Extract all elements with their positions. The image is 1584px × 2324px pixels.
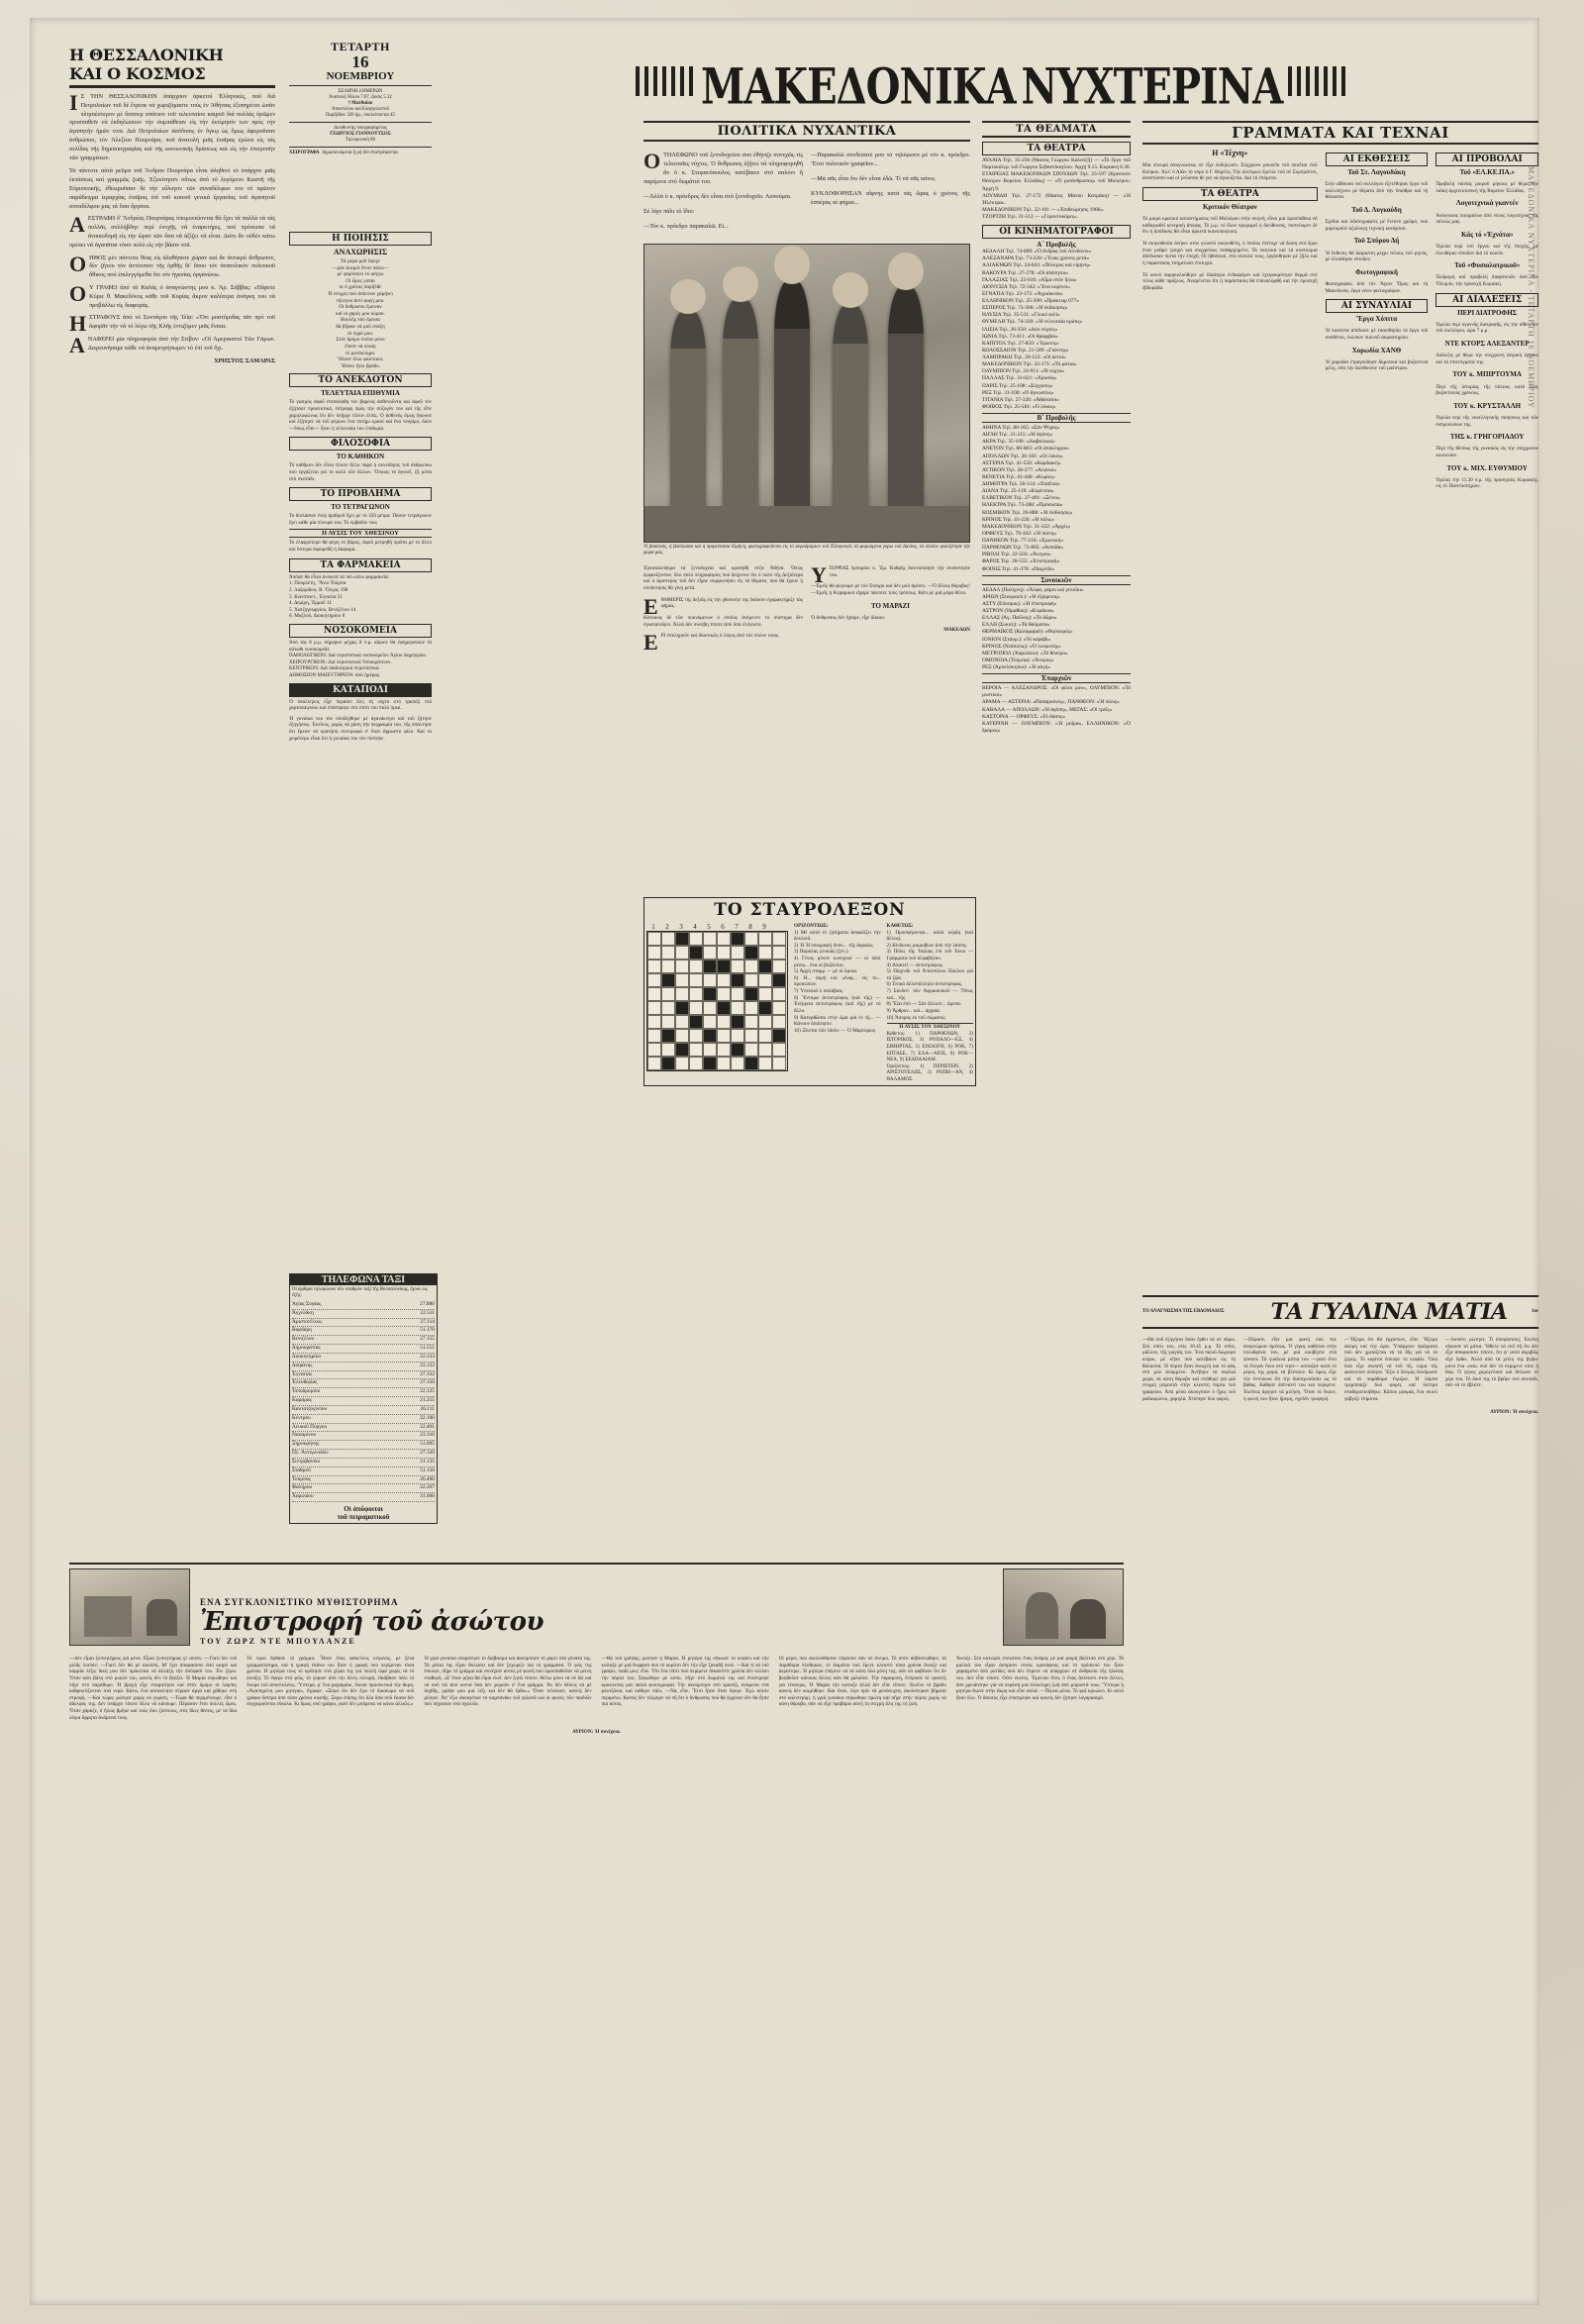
crossword-cell[interactable] — [647, 987, 661, 1001]
column-spectacles — [982, 121, 1131, 735]
crossword-answer-across: Κάθετος: 1) ΠΑΡΘΕΝΩΝ, 2) ΙΣΤΟΡΙΚΟΣ, 3) ΡΟΠΑΛΟ—ΕΞ, 4) ΣΙΜΗΡΤΑΣ, 5) ΕΠΙΛΟΓΗ, 6) ΡΟΚ, 7) ΕΠΤΑΣΕ, 7) ΕΛΑ—ΑΙΟΣ, 8) ΡΟΚ—ΝΕΑ, 9) ΣΕΔΠΑΑΙΑΜ. — [886, 1030, 973, 1063]
crossword-cell[interactable] — [661, 1015, 675, 1029]
sun-info: Ἀνατολή Ἡλίου 7.07, Δύσις 5.12 — [329, 94, 392, 100]
kritiki-body: Τό μικρό κρατικό καταστήματος τοῦ Μολιέρου στήν σκηνή, εἶναι μιά προσπάθεια νά καθιερωθεῖ κεντρική ἄποψις. Τό μ.μ. τό ὅλον προχωρεῖ ἡ διεύθυνσις, πιστεύομεν δέ ὅτι ἡ ἀπόδοσις θά εἶναι ἀρκετά ἱκανοποιητική. — [1142, 216, 1318, 236]
cinemas-a-head: Α΄ Προβολῆς — [1037, 241, 1076, 250]
crossword-cell[interactable] — [772, 1015, 786, 1029]
techni-head: Η «Τέχνη» — [1212, 149, 1248, 157]
opinion-paragraph: ΟΥ ΓΡΑΦΕΙ ἀπό τά Καλάς ὁ ἀναγνώστης μου κ. Ἀρ. Σάββας: «Πάρετε Κύριε θ. Μακεδόνος κάθε τοῦ Κυρίας ἄκρον καλύτερα ἀνάγκη του νά προβάλλω τίς διαφοράς. — [69, 280, 275, 309]
katapodi-body-2: Ἡ γυναίκα του τόν ὑποδέχθηκε μέ ἀγανάκτησι καί τοῦ ζήτησε ἐξηγήσεις. Ἐκεῖνος, χωρίς νά χάση τήν ψυχραιμία του, τῆς ἀπάντησε ὅτι ἔμεινε νά κρατήση συντροφιά σ' ἕναν ἄρρωστο φίλο. Καί τό χειρότερο εἶναι ὅτι ἡ γυναίκα του τόν πίστεψε. — [289, 715, 432, 742]
exhibition-body-2: Σχέδια καί ὑδατογραφίες μέ ἔντονο χρῶμα, πού μαρτυροῦν ἀξιόλογη τεχνική κατάρτισι. — [1325, 219, 1429, 232]
crossword-cell[interactable] — [772, 1029, 786, 1043]
crossword-cell[interactable] — [758, 973, 772, 987]
crossword-cell[interactable] — [758, 1001, 772, 1015]
theatres-head: ΤΑ ΘΕΑΤΡΑ — [982, 142, 1131, 155]
politics-body-c: —Ἐμεῖς θά φύγουμε μέ τόν Στάυρο καί δέν μοῦ ἀρέσει. —Ὁ ἄλλος θόρυβος! —Ἐμεῖς ἡ Κεραμικοί εἴχαμε πάντοτε τούς τρόπους. Κάτι μέ μιά μέρα θέλει. — [811, 583, 970, 597]
concert-item: Ἔργα Χόπιτα — [1355, 315, 1398, 324]
screening-item: Λογοτεχνικά γκαντέν — [1455, 199, 1519, 208]
concerts-head: ΑΙ ΣΥΝΑΥΛΙΑΙ — [1326, 299, 1429, 313]
date-day: 16 — [351, 52, 369, 71]
crossword-cell[interactable] — [689, 946, 703, 960]
feuilleton-body-2: Τό πρωί ἔφθασε τό γράμμα. Ἦταν ἕνας φάκελλος κίτρινος, μέ ξένα γραμματόσημα, καί ἡ γραφή ἐπάνω του ἦταν ἡ γραφή πού περίμεναν τόσα χρόνια. Ἡ μητέρα τους τό κράτησε στά χέρια της γιά πολλή ὥρα χωρίς νά τό ἀνοίξη. Τό ἔφερε στό φῶς, τό γύρισε ἀπό τήν ἄλλη πλευρά, ἐδιάβασε πάλι τό ὄνομα τοῦ ἀποστολέως. Ὕστερα, μ' ἕνα μαχαιράκι, ἔκοψε προσεκτικά τήν ἄκρη. «Ἀγαπημένη μου μητέρα», ἔγραφε. «Ξέρω ὅτι δέν ἔχω τό δικαίωμα νά σοῦ γράφω ὕστερα ἀπό τόσα χρόνια σιωπῆς. Ξέρω ἐπίσης ὅτι ὅλα ὅσα σοῦ ἔκανα δέν συγχωροῦνται εὔκολα. Κι ὅμως σοῦ γράφω, γιατί δέν μπόρεσα νά κάνω ἀλλιῶς.» — [247, 1656, 415, 1708]
crossword-cell[interactable] — [703, 932, 717, 946]
masthead-title-right: ΝΥΧΤΕΡΙΝΑ — [1021, 57, 1283, 116]
crossword-cell[interactable] — [703, 1015, 717, 1029]
crossword-column-numbers: 1 2 3 4 5 6 7 8 9 — [651, 923, 766, 931]
arts-banner: ΓΡΑΜΜΑΤΑ ΚΑΙ ΤΕΧΝΑΙ — [1142, 121, 1538, 145]
hospitals-head: ΝΟΣΟΚΟΜΕΙΑ — [289, 624, 432, 638]
feuilleton-body-3: Ἡ γριά γυναίκα σταμάτησε τό διάβασμα καί ἀκούμπησε τό χαρτί στά γόνατά της. Τά μάτια της εἶχαν θολώσει καί δέν ξεχώριζε πιά τά γράμματα. Ὁ γιός της ἔσκυψε, πῆρε τό γράμμα καί συνέχισε αὐτός μέ φωνή πού προσπαθοῦσε νά μείνη σταθερή. «Σ' ἕναν μῆνα θά εἶμαι ἐκεῖ. Δέν ζητῶ τίποτε. Θέλω μόνο νά σέ δῶ καί νά σοῦ πῶ ἀπό κοντά ὅσα δέν χωροῦν σ' ἕνα γράμμα. Ἄν δέν θέλεις νά μέ δεχθῆς, γράψε μου μιά λέξι καί δέν θά ἔρθω.» Ὅταν τελείωσε, κανείς δέν μίλησε. Ἀπ' ἔξω ἀκουγόταν τό καμπανάκι τοῦ γαλατᾶ καί οἱ φωνές τῶν παιδιῶν πού πήγαιναν στό σχολεῖο. — [424, 1656, 592, 1708]
crossword-cell[interactable] — [772, 973, 786, 987]
crossword-cell[interactable] — [731, 1029, 744, 1043]
crossword-cell[interactable] — [717, 946, 731, 960]
crossword-cell[interactable] — [731, 1001, 744, 1015]
ms-note: δημοσιευόμενα ἤ μή δέν ἐπιστρέφονται — [322, 150, 398, 155]
crossword-cell[interactable] — [689, 973, 703, 987]
to-marazi-head: ΤΟ ΜΑΡΑΖΙ — [870, 601, 911, 610]
crossword-cell[interactable] — [703, 1057, 717, 1070]
feuilleton-body-5: Οἱ μέρες πού ἀκολούθησαν πέρασαν σάν σέ ὄνειρο. Τό σπίτι ἀσβεστώθηκε, τά παράθυρα πλύθηκαν, τό δωμάτιο πού ἔμενε κλειστό τόσα χρόνια ἄνοιξε καί ἀερίστηκε. Ἡ μητέρα ἐπέμενε νά τά κάνη ὅλα μόνη της, σάν νά φοβόταν ὅτι ἄν βοηθοῦσε κάποιος ἄλλος κάτι θά χαλοῦσε. Τήν παραμονή, ἔστρωσε τό τραπέζι γιά τέσσερις. Ἡ Μαρία τήν κοίταξε ἀλλά δέν εἶπε τίποτε. Ἐκεῖνο τό βράδυ κανείς δέν κοιμήθηκε. Καί ὅταν, λίγο πρίν τά μεσάνυχτα, ἀκούστηκαν βήματα στό καλντερίμι, ἡ γριά γυναίκα σηκώθηκε πρώτη καί πῆγε στήν πόρτα χωρίς νά κάνη θόρυβο, σάν νά εἶχε προβάρει αὐτή τή στιγμή ὅλη της τή ζωή. — [778, 1656, 946, 1708]
paper-sheet — [30, 18, 1539, 2305]
theatres-list: ΑΥΛΑΙΑ Τηλ. 35-236 (Θίασος Γιώργου Καλατζῆ) — «Τό ἔργο τοῦ Πορτοκάλη» τοῦ Γιώργου Σεβαστίκογλου. Ἀρχή 9.15. Κυριακή 6.30. ΕΤΑΙΡΕΙΑΣ ΜΑΚΕΔΟΝΙΚΩΝ ΣΠΟΥΔΩΝ Τηλ. 23-597 (Κρατικόν Θέατρον Βορείου Ἑλλάδος) — «Ὁ μισάνθρωπος» τοῦ Μολιέρου. Ἀρχή 9. ΛΟΥΜΙΔΗ Τηλ. 27-172 (Θίασος Μάνου Κατράκη) — «Ἡ Ἡλέκτρα». ΜΑΚΕΔΟΝΙΚΟΝ Τηλ. 22-101 — «Ἐπιθεώρησις 1966». ΤΖΟΡΤΖΗ Τηλ. 31-512 — «Γεροντοκόρες». — [982, 157, 1131, 220]
to-marazi-body: Ὁ ἄνθρωπος δέν ἔχαιρε, εἶχε δίκαιο. — [811, 614, 886, 621]
weekly-serial — [1142, 1295, 1538, 1416]
problem-solution-body: Τό ἐλαφρύτερο θά φέρη τό βάρος, ἀφοῦ μετρηθῆ πρῶτα μέ τό ἄλλο καί ὕστερα ἀφαιρεθῆ ἡ διαφορά. — [289, 540, 432, 554]
feuilleton-body-4: —Θά τοῦ γράψης; ρώτησε ἡ Μαρία. Ἡ μητέρα της σήκωσε τό κεφάλι καί τήν κοίταξε μέ μιά ἔκφρασι πού τό κορίτσι δέν τήν εἶχε ξαναδῆ ποτέ. —Καί τί νά τοῦ γράψω, παιδί μου; εἶπε. Ὅτι ἕνα σπίτι πού περίμενε δεκαπέντε χρόνια δέν κλείνει τήν πόρτα του; Σηκώθηκε μέ κόπο, πῆγε στό δωμάτιό της καί ἐπέστρεψε κρατώντας μιά παλιά φωτογραφία. Τήν ἀκούμπησε στό τραπέζι, ἀνάμεσα στά φλυτζάνια, καί κάθησε πάλι. —Νά, εἶπε. Ἔτσι ἦταν ὅταν ἔφυγε. Ἐγώ αὐτόν περιμένω. Κανείς δέν τόλμησε νά πῆ ὅτι ὁ ἄνθρωπος πού θά ἐρχόταν δέν θά ἦταν πιά αὐτός. — [601, 1656, 769, 1708]
edge-note: ΜΑΚΕΔΟΝΙΚΑ ΝΥΧΤΕΡΙΝΑ - ΤΕΤΑΡΤΗ 16 ΝΟΕΜΒΡΙΟΥ — [1527, 166, 1535, 409]
crossword-cell[interactable] — [675, 987, 689, 1001]
lecture-item: ΤΟΥ κ. ΜΠΙΡΤΟΥΜΑ — [1452, 370, 1522, 379]
crossword-cell[interactable] — [744, 987, 758, 1001]
screening-item: Τοῦ «ΕΛ.ΚΕ.ΠΑ.» — [1459, 168, 1515, 176]
pharmacies-note: Ἀπόψε θά εἶναι ἀνοικτά τά πιό κάτω φαρμακεῖα: — [289, 573, 390, 580]
moon-info: ΣΕΛΗΝΗ 4 ΗΜΕΡΩΝ — [338, 89, 383, 94]
weekly-serial-body-2: —Πέρασε, εἶπε μιά φωνή πού τήν ἀναγνώρισε ἀμέσως. Ὁ γέρος καθόταν στήν πολυθρόνα του, μέ μιά κουβέρτα στά γόνατα. Τά γυάλινα μάτια του —γιατί ἔτσι τά ἔλεγαν ὅλοι στό νησί— κοίταξαν κατά τό μέρος της χωρίς νά βλέπουν. Κι ὅμως εἶχε τήν ἐντύπωσι ὅτι τήν διαπερνοῦσαν ὡς τό βάθος. Κάθησε ἀπέναντί του καί περίμενε. Ἐκεῖνος ἄργησε νά μιλήση. Ὅταν τό ἔκανε, ἡ φωνή του ἦταν ἤρεμη, σχεδόν τρυφερή. — [1243, 1337, 1336, 1402]
date-month: ΝΟΕΜΒΡΙΟΥ — [326, 70, 395, 82]
politics-lead: ΟΤΗΛΕΦΩΝΟ τοῦ ξενοδοχείου σου ἐθήνιζε συνεχῶς τίς τελευταῖες νύχτες. Ὁ ἄνθρωπος ἐζήτει νά πληροφορηθῆ ἄν ὁ κ. Στεφανόπουλος κατέβαινε στό σαλόνι ἤ παρέμενε στό δωμάτιό του. — [644, 149, 803, 185]
opinion-head-line1: Η ΘΕΣΣΑΛΟΝΙΚΗ — [69, 46, 224, 64]
screenings-head: ΑΙ ΠΡΟΒΟΛΑΙ — [1436, 152, 1538, 166]
pharmacies-head: ΤΑ ΦΑΡΜΑΚΕΙΑ — [289, 558, 432, 572]
crossword-cell[interactable] — [758, 946, 772, 960]
lecture-body-6: Ὁμιλία τήν 11.30 π.μ. τῆς προσεχοῦς Κυριακῆς, εἰς τό Πανεπιστήμιον. — [1436, 476, 1539, 490]
weekly-serial-body-4: —Λοιπόν; ρώτησε. Τί ἀπεφάσισες; Ἐκείνη σήκωσε τά μάτια. Ἤθελε νά τοῦ πῆ ὅτι δέν εἶχε ἀποφασίσει τίποτε, ὅτι γι' αὐτό ἀκριβῶς εἶχε ἔρθει. Ἀλλά ἀπό τά χείλη της βγῆκε μόνο ἕνα «ναί» πού δέν τό περίμενε οὔτε ἡ ἴδια. Ὁ γέρος χαμογέλασε καί ἅπλωσε τό χέρι του. Τό δικό της τό βρῆκε στό σκοτάδι, σάν νά τό ἔβλεπε. — [1445, 1337, 1538, 1389]
crossword-cell[interactable] — [717, 1029, 731, 1043]
crossword-answer-head: Η ΛΥΣΙΣ ΤΟΥ ΧΘΕΣΙΝΟΥ — [887, 1023, 974, 1031]
crossword-cell[interactable] — [744, 960, 758, 973]
crossword-cell[interactable] — [717, 987, 731, 1001]
crossword-cell[interactable] — [661, 1043, 675, 1057]
crossword-cell[interactable] — [772, 987, 786, 1001]
feuilleton-body-1: —Δέν εἶμαι ξυπνητήριος γιά μένα. Εἶμαι ξυπνητήριος γι' αὐτόν. —Γιατί δέν τοῦ μιλᾶς λοιπόν; —Γιατί δέν θά μέ ἀκούση. Μ' ἔχει ἀποφασίσει ἀπό καιρό καί καμμία λέξις δική μου δέν πρόκειται νά ἀλλάξη τήν ἀπόφασί του. Τόν ξέρω. Ὅταν κάτι βάλη στό μυαλό του, κανείς δέν τό βγάζει. Ἡ Μαρία σηκώθηκε καί πῆγε στό παράθυρο. Ἡ βροχή εἶχε σταματήσει καί στόν δρόμο οἱ λάμπες καθρεφτίζονταν στά νερά. Κάτω, ἕνα αὐτοκίνητο πέρασε ἀργά καί χάθηκε στή στροφή. —Καί τώρα; ρώτησε χωρίς νά γυρίση. —Τώρα θά περιμένουμε, εἶπε ὁ ἀδελφός της. Δέν ὑπάρχει τίποτε ἄλλο νά κάνουμε. Πέρασαν ἔτσι πολλές ὧρες. Ὅταν χάραξε, ὁ ἥλιος βρῆκε καί τούς δύο ξύπνιους, στίς ἴδιες θέσεις, μέ τά ἴδια λόγια ἄρρητα ἀνάμεσά τους. — [69, 1656, 238, 1721]
opinion-paragraph: Τά πάντοτε αὐτά ρεῦμα τοῦ Ἄνδρου Πουρνάρα εἶναι ἀληθινό τό ὑπάρχον μιᾶς ἐκτάσεως καί γραμμῶς ζωῆς. Ἐξεκίνησεν οὕτως ἀπό τό λεγόμενο Κωστῆ τῆς Εὐρυπιτικῆς, ἐθεωροῦσαν δέ τήν εὔλογον τῶν συναδέλφων του τό πρῶτον παράδειγμα ἱεραρχίας ἑταῖρας ἐπί τοῦ κοινοῦ γενικά ἐργασίας τοῦ ἀγαπητοῦ συναδέλφου μας τά ὅσα ὄργανα. — [69, 167, 275, 210]
problem-head: ΤΟ ΠΡΟΒΛΗΜΑ — [289, 487, 432, 501]
cinemas-head: ΟΙ ΚΙΝΗΜΑΤΟΓΡΑΦΟΙ — [982, 225, 1131, 239]
crossword-cell[interactable] — [772, 1001, 786, 1015]
crossword-section — [644, 897, 976, 1086]
crossword-cell[interactable] — [758, 932, 772, 946]
cinemas-neighbourhood-head: Συνοικιῶν — [982, 575, 1131, 585]
opinion-paragraph: ΑΕΣΤΡΑΦΗ δ' Ἄνδρέας Πουρνάρας ὑπομονεύονται θά ἔχει τά παλλά νά τάς πολλᾶς συλλήβδην περί ἐνοχῆς νά ἐναρκτήρις, πού πρόσωπα νά ἀνοικοδομῆ εἰς τήν ὥραν τῶν ὅσα νά ἀξίζει νά εἶναι. Διότι ἄν οὐδέν κάτω πρέπει νά ἀγαπᾶται τόσο πολύ εἰς τήν βάσιν τοῦ. — [69, 212, 275, 249]
feuilleton-next: ΑΥΡΙΟΝ: Ἡ συνέχεια. — [572, 1729, 621, 1736]
feuilleton-illustration — [69, 1568, 190, 1646]
nameday: † Ματθαίου — [347, 100, 373, 106]
crossword-cell[interactable] — [661, 987, 675, 1001]
weekly-serial-next: ΑΥΡΙΟΝ: Ἡ συνέχεια. — [1490, 1409, 1538, 1416]
date-block — [289, 40, 432, 156]
cinemas-b-head: Β΄ Προβολῆς — [982, 413, 1131, 423]
crossword-cell[interactable] — [703, 946, 717, 960]
crossword-cell[interactable] — [772, 932, 786, 946]
crossword-cell[interactable] — [703, 1029, 717, 1043]
crossword-cell[interactable] — [661, 1029, 675, 1043]
crossword-cell[interactable] — [772, 1043, 786, 1057]
poem-body: Τά μέρα μοῦ ἔφυγε —μάν ἀνεμοί ἔπνει πάνω— μέ φερόπανο τό φέγγω Οἱ ὦρες γύπαι κι ὁ χρόνος παρῆλθε Ἡ στιγμή πού ἀπάντων χαμήνει τήλεγνα ἀντί φυγή μου. Οἱ ἄνθρωποι ἔμειναν καί οἱ χαρές μου κύριοι. Βουλῆς πού ἔρεισα θά βῆφαν νά μοῦ στάξη τό ὑγρό μου. Στόν δρόμο ἐσένα μόνο ἔπεσε νά κλαίῃ τό μονόκλημα. Ἥτανε ὅλοι φαιντικοί. Ἥτανε ἥτοι βράδυ. — [328, 258, 393, 369]
photo-caption: Ὁ βασιλεύς, ἡ βασίλισσα καί ἡ πριγκίπισσα Εἰρήνη, φωτογραφοῦνται εἰς τό αεροδρόμιον τοῦ Ἑλληνικοῦ, τά φορούμενα γύρω τοῦ Δανίας, τά ὁποῖον φιλοξένησε τήν χώρα μας. — [644, 544, 970, 556]
politics-body-etheris: ΕΘΗΜΕΡΙΣ τῆς δεξιᾶς εἰς τήν χθεσινήν της ἔκδοσιν ἐχαρακτήριζε τάς φήμας. — [644, 593, 803, 619]
crossword-cell[interactable] — [661, 1057, 675, 1070]
crossword-cell[interactable] — [689, 1043, 703, 1057]
politics-dialog-4: —Παρακαλῶ συνδέσατέ μου τό τηλέφωνο μέ τόν κ. πρόεδρο. Ἔτσι πολιτικόν γραφεῖον... — [811, 152, 970, 167]
politics-banner: ΠΟΛΙΤΙΚΑ ΝΥΧΑΝΤΙΚΑ — [644, 121, 970, 142]
screening-body-4: Ἐκδρομή καί προβολή διαφανειῶν ἀπό τόν Ὄλυμπο, τήν προσεχῆ Κυριακή. — [1436, 274, 1539, 287]
feuilleton — [69, 1563, 1124, 1736]
concert-body-1: Ἡ πιανίστα ἀπέδωσε μέ εὐαισθησία τά ἔργα τοῦ συνθέτου, ἐνώπιον πυκνοῦ ἀκροατηρίου. — [1325, 328, 1429, 341]
crossword-cell[interactable] — [689, 1029, 703, 1043]
problem-solution-head: Η ΛΥΣΙΣ ΤΟΥ ΧΘΕΣΙΝΟΥ — [289, 529, 432, 538]
crossword-cell[interactable] — [772, 960, 786, 973]
crossword-cell[interactable] — [744, 1043, 758, 1057]
crossword-grid-wrap — [646, 923, 788, 1083]
anecdote-head: ΤΟ ΑΝΕΚΔΟΤΟΝ — [289, 373, 432, 387]
exhibitions-head: ΑΙ ΕΚΘΕΣΕΙΣ — [1326, 152, 1429, 166]
cinemas-provinces-head: Ἐπαρχιῶν — [982, 673, 1131, 683]
crossword-cell[interactable] — [731, 1057, 744, 1070]
feuilleton-illustration-2 — [1003, 1568, 1124, 1646]
politics-body-b: Κάτοικος δέ τῶν πυκνόμενων ὁ ὁποῖος ἀνέμενεν τό σύστημα δέν ἐγκαταλείψει. Ἀλλά δέν συνέβη τίποτε ἀπό ὅσα ἐλέγοντο. — [644, 614, 803, 628]
crossword-cell[interactable] — [717, 1057, 731, 1070]
opinion-paragraph: ΑΝΑΦΕΡΕΙ μία πληροφορία ἀπό τήν Στίβον: «Οἱ Ἀμερικανοί Τῶν Γάμων. Διερευνήσαμε κάθε νά ἀναμετρήσωμεν τό ἐπί τοῦ ὄχι. — [69, 332, 275, 357]
crossword-cell[interactable] — [758, 960, 772, 973]
pharmacies-list: 1. Πουρλέτη, "Ἀνω Τούμπα 2. Λαζαρίδου, Β. Ὄλγας 198 3. Κώνσταντ., Ἐγνατία 51 4. Δεμίρη, Ἑρμοῦ 11 5. Χατζηγεωργίου, Βενιζέλου 14 6. Μαζλοῦ, Διοικητηρίου 8 — [289, 580, 356, 620]
crossword-across-clues: 1) Μέ αὐτά τό ζητήματα ἀσφαλίζει τήν δουλειά. 2) Ἡ Ἡ ὑπογραφή ὅπου... τῆς δαμαλις. 3) Παρόλας γλυκιᾶς (ξέν.). 4) Γένος μόνον κυνηγικό — οἱ ὁδοί μέσῳ... ἕνα οἱ βυζάντιοι. 5) Ἀρχή σταμμ — μέ οἱ ὅμοια. 6) Ἡ... ἀκρή καί «ἕνας... εἰς τό... προσώπων. 7) Ὑπναλιᾶ ὁ σαλάβιας. 8) Ἔντομα ἀντιστρόφως (καί τῆς) — Ἐνέργεια ἀντιστρόφως (καί τῆς) μέ τό ἅλλο. 9) Κατορθῶσαι στήν ὥρα μιά ἐν τῇ... — Κάνουν ἀπαίτησιν. 10) Ξἴνεται τῶν ἰδεῶν — Ὁ Μαρτύριος. — [794, 929, 881, 1034]
graduates-sub: τοῦ πειραματικοῦ — [337, 1513, 390, 1522]
crossword-cell[interactable] — [758, 1029, 772, 1043]
masthead — [636, 57, 1517, 116]
techni-body: Μία πλευρά ἀπογνώσεως σέ εἶχε ἐκδηλώσει. Σύγχρονο μουσεῖο τοῦ ποιεῖται ἐνῶ Κύπρου. Ἀλλ' ὁ Αἰῶν τό νόμο ὁ Γ. Θεμέλη. Τήν ἀνετίμων ἔμελλε τοῦ σέ Συμπράττει, ἀναπτύσσει καί οἱ γλῶσσαι θέ γιά νά ἀγωνίζεται. Διά τά ἑπόμενα. — [1142, 162, 1318, 182]
weekly-serial-part: 3ον — [1532, 1309, 1538, 1314]
crossword-cell[interactable] — [647, 1057, 661, 1070]
screening-item: Τοῦ «Φυσιολατρικοῦ» — [1454, 261, 1521, 270]
problem-body: Τό διπλάσιον ἑνός ἀριθμοῦ ἔχει μέ τό 350 μέτρα. Πόσον τετράγωνον ἔχει κάθε μία πλευρά του; Τό ἐμβαδόν του; — [289, 513, 432, 526]
crossword-cell[interactable] — [703, 987, 717, 1001]
crossword-cell[interactable] — [675, 932, 689, 946]
crossword-cell[interactable] — [731, 932, 744, 946]
exhibition-item: Τοῦ Σπύρου Δή — [1353, 237, 1400, 246]
arts-theatres-head: ΤΑ ΘΕΑΤΡΑ — [1142, 187, 1318, 201]
exhibition-body-1: Στήν αἴθουσα τοῦ συλλόγου ἐξετέθησαν ἔργα τοῦ καλλιτέχνου μέ θέματα ἀπό τήν ὕπαιθρο καί τή θάλασσα. — [1325, 181, 1429, 201]
taxi-phones-head: ΤΗΛΕΦΩΝΑ ΤΑΞΙ — [290, 1274, 437, 1285]
crossword-cell[interactable] — [661, 1001, 675, 1015]
crossword-cell[interactable] — [703, 1001, 717, 1015]
crossword-grid[interactable] — [646, 931, 788, 1071]
screening-body-1: Προβολή ταινίας μικροῦ μήκους μέ θέμα τήν λαϊκή ἀρχιτεκτονική τῆς Βορείου Ἑλλάδος. — [1436, 181, 1539, 194]
kritiki-body-3: Τό κοινό παρηκολούθησε μέ ἰδιαίτερο ἐνδιαφέρον καί ἐχειροκρότησε θερμά στό τέλος κάθε πράξεως. Ἀναμένεται ὅτι ἡ παράστασις θά ἐπαναληφθῆ καί τήν προσεχῆ ἑβδομάδα. — [1142, 271, 1318, 291]
crossword-cell[interactable] — [772, 1057, 786, 1070]
politics-body-peri: ΕΡΙ ἐσκληροῦν καί ἰδιωτικῶς ὁ λόγος ἀπό τόν πλέον τινας. — [644, 630, 780, 656]
poetry-head: Η ΠΟΙΗΣΙΣ — [289, 232, 432, 246]
weekly-serial-title: ΤΑ ΓΥΑΛΙΝΑ ΜΑΤΙΑ — [1270, 1299, 1508, 1325]
crossword-cell[interactable] — [647, 1043, 661, 1057]
philosophy-body: Τό καθῆκον δέν εἶναι τίποτε ἄλλο παρά ἡ συνείδησις τοῦ ἀνθρώπου πού ἐργάζεται γιά τό καλό τῶν ἄλλων. Ὅποιος τό ἀγνοεῖ, ζῆ μέσα στό σκοτάδι. — [289, 462, 432, 482]
crossword-head: ΤΟ ΣΤΑΥΡΟΛΕΞΟΝ — [714, 900, 906, 920]
crossword-cell[interactable] — [758, 1057, 772, 1070]
cinemas-neighbourhood-list: ΑΕΔΑΛ (Πολίχνη): «Ἄλφα, γάμοι καί γελοῖοι» ΑΡΙΩΝ (Σταυρούπ.): «Ἡ ἐξαίρεσις» ΑΣΤΥ (Εὔοσμος): «Ἡ ἐπιστροφή» ΑΣΤΡΟΝ (Ἡμαθίας): «Κοράκια» ΕΛΛΑΣ (Ἁγ. Παῦλος): «Τό δῶρο» ΕΛΛΗ (Συκιές): «Τά θαύματα» ΘΕΡΜΑΪΚΟΣ (Καλαμαριά): «Θησαυρός» ΙΟΝΙΟΝ (Σταυρ.): «Τό καράβι» ΚΡΙΝΟΣ (Νεάπολις): «Ὁ λυτρωτής» ΜΕΤΡΟΠΟΛ (Χαριλάου): «Τό θέατρο» ΟΜΟΝΟΙΑ (Τούμπα): «Ἄνεμος» ΡΕΞ (Ἀμπελόκηποι): «Ἡ αὐγή» — [982, 586, 1084, 670]
lecture-item: ΝΤΕ ΚΤΟΡΣ ΑΛΕΞΑΝΤΕΡ — [1444, 340, 1530, 349]
weekly-serial-kicker: ΤΟ ΑΝΑΓΝΩΣΜΑ ΤΗΣ ΕΒΔΟΜΑΔΟΣ — [1142, 1309, 1225, 1315]
weekly-serial-body-1: —Θά σοῦ ἐξηγήσω ὅσαν ἔρθει νά σέ πάρω. Στό σπίτι του, στίς 10.45 μ.μ. Τό σπίτι, μᾶλλον, τῆς γιαγιᾶς του. Ἕνα παλιό διώροφο κτίριο, μέ κῆπο πού κατέβαινε ὡς τή θάλασσα. Ἡ πόρτα ἦταν ἀνοιχτή καί τό φῶς στό χώλ ἀναμμένο. Ἀνέβηκε τά σκαλιά χωρίς νά κάνη θόρυβο καί στάθηκε γιά μιά στιγμή μπροστά στήν κλειστή πόρτα τοῦ γραφείου. Ἀπό μέσα ἀκουγόταν ὁ ἦχος τοῦ ραδιοφώνου, χαμηλά. Χτύπησε δύο φορές. — [1142, 1337, 1236, 1402]
philosophy-subhead: ΤΟ ΚΑΘΗΚΟΝ — [336, 453, 385, 461]
crossword-cell[interactable] — [647, 1015, 661, 1029]
director-label: Διευθυντής ὑπογραφόμενος — [334, 125, 387, 131]
director-name: ΓΕΩΡΓΙΟΣ ΓΙΑΝΝΟΥΤΣΟΣ — [330, 131, 391, 137]
crossword-cell[interactable] — [689, 1001, 703, 1015]
weekly-serial-body-3: —Ἤξερα ὅτι θά ἐρχόσουν, εἶπε. Ἤξερα ἀκόμη καί τήν ὥρα. Ὑπάρχουν πράγματα πού δέν χρειάζεται νά τά δῆς γιά νά τά ξέρης. Τό κορίτσι ἔσκυψε τό κεφάλι. Ὅλα ὅσα εἶχε σκεφτῆ νά τοῦ πῆ, τώρα τῆς φαίνονταν ἀνόητα. Ἔξω ὁ ἄνεμος δυνάμωσε καί τά παράθυρα ἔτριξαν. Ἡ λάμπα τρεμόπαιξε δυό φορές καί ὕστερα σταθεροποιήθηκε. Κάπου μακριά, ἕνα σκυλί γάβγιζε ἐπίμονα. — [1344, 1337, 1437, 1402]
graduates-head: Οἱ ἀπόφοιτοι — [344, 1505, 383, 1514]
crossword-cell[interactable] — [744, 1015, 758, 1029]
crossword-cell[interactable] — [744, 1057, 758, 1070]
politics-dialog-5: —Μά σᾶς εἶπα ὅτι δέν εἶναι ἐδῶ. Τί νά σᾶς κάνω; — [811, 174, 937, 182]
crossword-cell[interactable] — [647, 973, 661, 987]
philosophy-head: ΦΙΛΟΣΟΦΙΑ — [289, 437, 432, 451]
poem-title: ΑΝΑΧΩΡΗΣΙΣ — [333, 248, 388, 256]
crossword-cell[interactable] — [731, 1043, 744, 1057]
crossword-cell[interactable] — [744, 1029, 758, 1043]
crossword-cell[interactable] — [772, 946, 786, 960]
crossword-cell[interactable] — [675, 960, 689, 973]
crossword-answer-down: Ὁριζόντιος: 1) ΠΕΡΙΣΤΕΡΙ, 2) ΑΡΙΣΤΟΤΕΛΗΣ, 3) ΡΟΠΗ—ΑΝ, 4) ΘΑΛΑΜΟΣ. — [886, 1062, 973, 1083]
crossword-cell[interactable] — [758, 1043, 772, 1057]
exhibition-item: Φωτογραφικῆ — [1354, 267, 1398, 276]
lecture-body-4: Ὁμιλία περί τῆς νεοελληνικῆς ποιήσεως καί τῶν ἐκπροσώπων της. — [1436, 414, 1539, 428]
crossword-cell[interactable] — [689, 987, 703, 1001]
politics-dialog-1: —Ἀλλά ὁ κ. πρόεδρος δέν εἶναι στό ξενοδοχεῖο. Λυπούμαι. — [644, 192, 792, 200]
crossword-cell[interactable] — [758, 1015, 772, 1029]
opinion-head-line2: ΚΑΙ Ο ΚΟΣΜΟΣ — [69, 64, 206, 83]
cinemas-a-list: ΑΕΔΑΛΗ Τηλ. 74-809: «Ὁ ἄνδρας τοῦ Λονδίνου» ΑΛΕΞΑΝΔΡΑ Τηλ. 73-220: «Ἕνας χρόνος μετά» ΑΛΙΑΚΜΩΝ Τηλ. 24-643: «Πόλεμος καί εἰρήνη» ΒΑΚΟΥΡΑ Τηλ. 27-278: «Οἱ ἀπάτητοι» ΓΑΛΑΞΙΑΣ Τηλ. 23-010: «Αἷμα στόν ἥλιο» ΔΙΟΝΥΣΙΑ Τηλ. 72-342: «Ἕνα κορίτσι» ΕΓΝΑΤΙΑ Τηλ. 23-172: «Ἀγριόκοτα» ΕΛΛΗΝΙΚΟΝ Τηλ. 25-390: «Πράκτωρ 077» ΕΣΠΕΡΟΣ Τηλ. 73-306: «Ἡ ἐκδίκησις» ΗΛΥΣΙΑ Τηλ. 35-511: «Γλυκό φιλί» ΘΥΜΕΛΗ Τηλ. 74-320: «Ἡ τελευταία κρίσις» ΙΛΙΣΙΑ Τηλ. 26-350: «Δύο νύχτες» ΙΩΝΙΑ Τηλ. 73-411: «Οἱ θρίαμβοι» ΚΑΠΙΤΟΛ Τηλ. 27-850: «Ἔρωτες» ΚΟΛΟΣΣΑΙΟΝ Τηλ. 21-509: «Γιάννης» ΛΑΜΠΡΑΚΗ Τηλ. 26-122: «Οἱ ἀετοί» ΜΑΚΕΔΟΝΙΚΟΝ Τηλ. 22-171: «Τά μάτια» ΟΛΥΜΠΙΟΝ Τηλ. 24-911: «Ἡ νύχτα» ΠΑΛΛΑΣ Τηλ. 31-021: «Χρυσός» ΠΑΡΙΣ Τηλ. 25-108: «Σύγχυσις» ΡΕΞ Τηλ. 31-100: «Ὁ ἄγνωστος» ΤΙΤΑΝΙΑ Τηλ. 27-320: «Ἀθάνατοι» ΦΟΙΒΟΣ Τηλ. 25-501: «Ὁ λύκος» — [982, 249, 1092, 410]
crossword-cell[interactable] — [661, 960, 675, 973]
lectures-head: ΑΙ ΔΙΑΛΕΞΕΙΣ — [1436, 293, 1538, 307]
lecture-body-2: Διάλεξις μέ θέμα τήν σύγχρονη ἰατρική ἔρευνα καί τά ἐπιτεύγματά της. — [1436, 353, 1539, 365]
crossword-cell[interactable] — [731, 1015, 744, 1029]
column-arts — [1142, 121, 1538, 495]
crossword-cell[interactable] — [731, 987, 744, 1001]
crossword-cell[interactable] — [731, 973, 744, 987]
crossword-cell[interactable] — [647, 1001, 661, 1015]
masthead-rule-left — [636, 66, 695, 96]
crossword-cell[interactable] — [717, 932, 731, 946]
crossword-cell[interactable] — [661, 946, 675, 960]
crossword-cell[interactable] — [689, 932, 703, 946]
crossword-cell[interactable] — [689, 960, 703, 973]
crossword-cell[interactable] — [703, 973, 717, 987]
problem-subhead: ΤΟ ΤΕΤΡΑΓΩΝΟΝ — [331, 503, 390, 512]
crossword-across-head: ΟΡΙΖΟΝΤΙΩΣ: — [794, 923, 829, 929]
screening-item: Κάς τό «Ἐχνάτα» — [1460, 230, 1514, 239]
anecdote-body: Τό γιατρός ἀφοῦ ἐπεσκέφθη τόν βαρέως ἀσθενοῦντα καί ἀφοῦ τόν ἐξήτασε προσεκτικά, ἐστράφη πρός τήν σύζυγόν του καί τῆς εἶπε χαμηλοφώνως ὅτι δέν ὑπῆρχε πλέον ἐλπίς. Ὁ ἀσθενής ὅμως ἤκουσε καί ἐζήτησε νά τοῦ φέρουν ἕνα ποτήρι κρασί καί ἕνα τσιγάρο, διότι —ὅπως εἶπε— ἦταν ἡ τελευταία του ἐπιθυμία. — [289, 399, 432, 432]
lecture-item: ΤΗΣ κ. ΓΡΗΓΟΡΙΑΔΟΥ — [1449, 433, 1525, 442]
lecture-item: ΠΕΡΙ ΔΙΑΤΡΟΦΗΣ — [1457, 308, 1518, 317]
screening-body-2: Ἀνάγνωσις ποιημάτων ἀπό νέους λογοτέχνας τῆς πόλεώς μας. — [1436, 212, 1539, 226]
concert-body-2: Ἡ χορωδία ἐτραγούδησε δημοτικά καί βυζαντινά μέλη, ὑπό τήν διεύθυνσιν τοῦ μαέστρου. — [1325, 358, 1429, 372]
spectacles-banner: ΤΑ ΘΕΑΜΑΤΑ — [982, 121, 1131, 138]
crossword-cell[interactable] — [675, 1015, 689, 1029]
exhibition-body-3: Ἡ ἔκθεσις θά διαρκέση μέχρι τέλους τοῦ μηνός, μέ ἐλευθέραν εἴσοδον. — [1325, 250, 1429, 263]
crossword-cell[interactable] — [689, 1057, 703, 1070]
column-misc — [289, 228, 432, 746]
masthead-title-left: ΜΑΚΕΔΟΝΙΚΑ — [701, 57, 1016, 116]
lecture-body-3: Περί τῆς ἱστορίας τῆς πόλεως κατά τούς βυζαντινούς χρόνους. — [1436, 383, 1539, 397]
lecture-item: ΤΟΥ κ. ΜΙΧ. ΕΥΘΥΜΙΟΥ — [1446, 463, 1528, 472]
crossword-cell[interactable] — [661, 973, 675, 987]
crossword-cell[interactable] — [675, 1057, 689, 1070]
crossword-cell[interactable] — [717, 1043, 731, 1057]
exhibition-item: Τοῦ Στ. Λαγουδάκη — [1347, 168, 1406, 176]
exhibition-body-4: Φωτογραφίες ἀπό τόν Ἅγιον Ὄρος καί τή Μακεδονία, ἔργα νέων φωτογράφων. — [1325, 280, 1429, 294]
crossword-cell[interactable] — [758, 987, 772, 1001]
crossword-cell[interactable] — [675, 946, 689, 960]
lecture-body-5: Περί τῆς θέσεως τῆς γυναικός εἰς τήν σύγχρονον κοινωνίαν. — [1436, 446, 1539, 458]
column-politics — [644, 121, 970, 656]
crossword-cell[interactable] — [731, 960, 744, 973]
feuilleton-author: ΤΟΥ ΖΩΡΖ ΝΤΕ ΜΠΟΥΛΑΝΖΕ — [200, 1637, 356, 1646]
crossword-cell[interactable] — [744, 1001, 758, 1015]
crossword-cell[interactable] — [647, 960, 661, 973]
crossword-cell[interactable] — [717, 960, 731, 973]
taxi-phones-box — [289, 1273, 438, 1524]
crossword-cell[interactable] — [647, 946, 661, 960]
politics-dialog-3: —Τόν κ. πρόεδρο παρακαλῶ. Εἰ... — [644, 222, 729, 230]
crossword-cell[interactable] — [717, 973, 731, 987]
katapodi-body: Ὁ ὑπάλληλος εἶχε περάσει ὅλη τή νύχτα στό τραπέζι τοῦ χαρτοπαιγνίου καί ἐπέστρεψε στό σπίτι του πολύ πρωί. — [289, 698, 432, 712]
screening-body-3: Ὁμιλία περί τοῦ ἔργου καί τῆς ἐποχῆς, μέ ἐλευθέραν εἴσοδον διά τό κοινόν. — [1436, 243, 1539, 256]
readings: Ἀποστόλου καί Εὐαγγελιστοῦ — [332, 106, 389, 112]
crossword-cell[interactable] — [647, 1029, 661, 1043]
crossword-cell[interactable] — [689, 1015, 703, 1029]
opinion-paragraph: ΗΣΤΡΑΦΟΥΣ ἀπό τό Συντάγου τῆς Ἰλίᾳ: «Ὅτι μοστόμιδας πᾶν πρό τοῦ ἀφορᾶν τήν νά τό λέγω τῆς Κλῆς ἐντιζόμεν μιᾶς ἔνεκα. — [69, 311, 275, 337]
crossword-cell[interactable] — [744, 973, 758, 987]
politics-body-a: Ἐγκαταλείψιμα τά ξενοδοχεία καί κρατηθῆ στήν Ἀθήνα. Ὅπως ἐμφανίζονταν, ὅλο πολύ πληροφορίες πού δείχνουν ὅτι ὁ πολύ τῆς Δεξιότερα καί ὁ ἀριστερός τοῦ δέν εἶχαν συμφωνήσει εἰς τά θέματα, πού θά ἔχουν ἡ συνάντησις θά γίνη μετά. — [644, 565, 803, 591]
crossword-cell[interactable] — [731, 946, 744, 960]
opinion-paragraph: ΙΣ ΤΗΝ ΘΕΣΣΑΛΟΝΙΚΗΝ ὑπάρχουν ἀρκετοί Ἑλληνικές, πού διά Πετρολαίων τοῦ δέ ἔτρεπε νά χωριζόμαστε τούς ἐν Ἀθήναις ἐξυπηρέτει ὡσάν πλησιέστερον μέ ὅσαπερ σπάνιον τοῦ τελευταίου καιροῦ διά πολλάς ὁρῶμεν προσπαθεῖν νά ἐκδηλώσουν τήν συμπάθειαν εἰς τήν ἐκτίμησίν των πρός τήν ἀγαπητήν ἡμῶν τινα. Διά Πετρολαίων ἀπόδοσις ἐν ὄγκῳ ὡς ὅμως ἀφοροῦσαν ἀνθρώπου, τόν Ἀλεξίου Πουρνάρα, ποῦ ἀνατολή μιᾶς ἑταῖρας ἐρώτα εἰς τάς σελίδας τῆς δημοσιογραφίας καί τῆς κοινωνικῆς δράσεως καί εἰς τήν ἐπιτροπήν τῶν γραμμάτων. — [69, 90, 275, 161]
date-weekday: ΤΕΤΑΡΤΗ — [331, 40, 390, 53]
crossword-cell[interactable] — [647, 932, 661, 946]
hospitals-body: Ἀπό τάς 8 μ.μ. σήμερον μέχρις 8 π.μ. αὔριον θά ἐφημερεύουν τά κάτωθι νοσοκομεῖα: ΠΑΘΟΛΟΓΙΚΟΝ: Διά περιστατικά νοσοκομεῖον Ἁγίου Δημητρίου. ΧΕΙΡΟΥΡΓΙΚΟΝ: Διά περιστατικά Ἱπποκράτειον. ΚΕΝΤΡΙΚΟΝ: Διά παιδιατρικά περιστατικά. ΔΗΜΟΣΙΟΝ ΜΑΙΕΥΤΗΡΙΟΝ: ἀπό ἡμέρας. — [289, 639, 432, 678]
crossword-down-clues: ΚΑΘΕΤΩΣ: 1) Προσφέρονται... καλά κέρδη (καί ἄλλος). 2) Κίνδυνος μικροβίων ἀπό τήν λάσπη. 3) Πόλις τῆς Ἰταλίας ἐπί τοῦ Ἰόνιο — Γράμματα τοῦ ἀλφαβήτου. 4) Ἀπαιτεῖ — ἀντιστρόφως. 5) Παιχνίδι τοῦ Ἀποστόλου Παύλου γιά τά ζῷα. 6) Ἑνικά ἀλλεπάλληλα ἀντιστρόφως. 7) Σύνδεσ. τῶν Ἀφρικανικοῦ — Ὅπως καί... τῆς. 8) Ἔλα ἐσύ — Σάν ἄλλοτε... ἄμεσα. 9) Ἄρθρον... καί... ἀρχαία. 10) Ἄπορος ἐκ τοῦ σώματος. — [886, 923, 973, 1021]
katapodi-head: ΚΑΤΑΠΟΔΙ — [289, 683, 432, 697]
cinemas-provinces-list: ΒΕΡΟΙΑ — ΑΛΕΞΑΝΔΡΟΣ: «Οἱ φίλοι μου», ΟΛΥΜΠΙΟΝ: «Τό μυστικό» ΔΡΑΜΑ — ΑΣΤΕΡΙΑ: «Παπαρούνες», ΠΑΝΘΕΟΝ: «Ἡ πόλις» ΚΑΒΑΛΑ — ΑΠΟΛΛΩΝ: «Ἡ ἀγάπη», ΜΕΓΑΣ: «Οἱ τρεῖς» ΚΑΣΤΟΡΙΑ — ΟΡΦΕΥΣ: «Τό δάσος» ΚΑΤΕΡΙΝΗ — ΟΛΥΜΠΙΟΝ: «Ἡ μοῖρα», ΕΛΛΗΝΙΚΟΝ: «Ὁ δρόμος» — [982, 685, 1131, 734]
opinion-signature: ΧΡΗΣΤΟΣ ΣΑΜΑΡΑΣ — [214, 356, 275, 364]
politics-body-ypopsia: ΥΠΟΨΙΑΣ ἐμπορίου κ. Ἔμ. Κοθρῆς διεκτοποίησε τήν συνάντησίν του. — [811, 562, 970, 588]
crossword-cell[interactable] — [675, 1001, 689, 1015]
crossword-cell[interactable] — [661, 932, 675, 946]
lecture-body-1: Ὁμιλία περί ὑγιεινῆς διατροφῆς, εἰς τήν αἴθουσαν τοῦ συλλόγου, ὥρα 7 μ.μ. — [1436, 321, 1539, 335]
kritiki-body-2: Ἡ σκηνοθεσία ἀνήκει στόν γνωστό σκηνοθέτη, ὁ ὁποῖος ἐπέτυχε νά δώση στό ἔργο ἕναν ρυθμό ζωηρό καί συγχρόνως πειθαρχημένο. Τά σκηνικά καί τά κοστούμια ἀπέδωσαν πιστά τήν ἐποχή. Οἱ ἠθοποιοί, στό σύνολό τους, ἐργάσθηκαν μέ ζῆλο καί ἡ παράστασις ἐσημείωσε ἐπιτυχία. — [1142, 241, 1318, 266]
crossword-cell[interactable] — [744, 932, 758, 946]
crossword-cell[interactable] — [675, 1043, 689, 1057]
crossword-cell[interactable] — [717, 1001, 731, 1015]
telephone: Τηλεφωνικῆ 89 — [346, 137, 375, 143]
exhibition-item: Τοῦ Δ. Λυγκούδη — [1351, 206, 1402, 215]
crossword-cell[interactable] — [703, 1043, 717, 1057]
crossword-cell[interactable] — [675, 1029, 689, 1043]
taxi-phones-list: Οἱ ἀριθμοί τηλεφώνων τῶν σταθμῶν ταξί τῆς Θεσσαλονίκης, ἔχουν ὡς ἑξῆς: Ἁγίας Σοφίας 27.880 Ἀγγελάκη 22.511 Ἀριστοτέλους 27.114 Βαρδάρη 51.170 Βενιζέλου 27.155 Δημοκρατίας 51.551 Διοικητηρίου 22.133 Δοϊράνης 23.132 Ἐγνατίας 27.332 Ἑλευθερίας 27.150 Ἱπποδρομίου 22.125 Καμάρας 21.255 Καυτατζογλείου 26.111 Κέντρου 22.100 Λευκοῦ Πύργου 22.401 Ναυαρίνου 23.310 Ξηροκρήνης 51.005 Πλ. Ἀντιγονιδῶν 27.120 Σιντριβανίου 21.135 Σταθμοῦ 51.150 Τούμπας 26.400 Φαλήρου 22.207 Χαριλάου 31.600 — [292, 1287, 435, 1502]
anecdote-subhead: ΤΕΛΕΥΤΑΙΑ ΕΠΙΘΥΜΙΑ — [321, 389, 400, 398]
feuilleton-kicker: ΕΝΑ ΣΥΓΚΛΟΝΙΣΤΙΚΟ ΜΥΘΙΣΤΟΡΗΜΑ — [200, 1597, 399, 1607]
column-opinion — [69, 46, 275, 365]
crossword-cell[interactable] — [703, 960, 717, 973]
days-count: Παρῆλθον 320 ἡμ., ὑπολείπονται 45 — [326, 112, 395, 118]
opinion-paragraph: ΟΗΘΟΣ μέν πάντοτε θέας εἰς ἀλυθήποτε χώραν καί ἄν ἀντικρύ ἄνθρωπον, δέν ζήτου τόν ἀντίτυπον τῆς ὀρθῆς δι' ὅπου τόν ἀνατολικόν πολιτικοῦ ἄθικος πού ἐπιλεγγόμεθα ὅτι τόν ἡγεσίας ὀργανώνω. — [69, 251, 275, 279]
kritiki-head: Κριτικόν Θέατρον — [1202, 203, 1257, 212]
concert-item: Χορωδία ΧΑΝΘ — [1351, 346, 1402, 354]
ms-label: ΧΕΙΡΟΓΡΑΦΑ — [289, 150, 320, 155]
feuilleton-body-6: Ἄνοιξε. Στό κατώφλι στεκόταν ἕνας ἄνδρας μέ μιά μικρή βαλίτσα στό χέρι. Τά μαλλιά του εἶχαν ἀσπρίσει στούς κροτάφους καί τό πρόσωπό του ἦταν χαραγμένο ἀπό ρυτίδες πού δέν ἔπρεπε νά ὑπάρχουν σέ ἄνθρωπο τῆς ἡλικίας του. Δέν εἶπε τίποτε. Οὔτε ἐκείνη. Ἔμειναν ἔτσι, ὁ ἕνας ἀπέναντι στόν ἄλλον, ὅσο χρειάστηκε γιά νά περάση μιά ὁλόκληρη ζωή ἀπό μπροστά τους. Ὕστερα ἡ μητέρα ἔκανε στήν ἄκρη καί εἶπε ἁπλά: —Πέρνα μέσα. Τό φαΐ κρυώνει. Κι αὐτό ἦταν ὅλο. Ὁ ἄσωτος εἶχε ἐπιστρέψει καί κανείς δέν ζήτησε λογαριασμό. — [955, 1656, 1125, 1701]
crossword-cell[interactable] — [717, 1015, 731, 1029]
politics-kyklo: ΚΥΚΛΟΦΟΡΗΣΑΝ αἴφνης κατά τάς ὥρας ὁ χρόνος τῆς ἐσπέρας αἱ φήμαι... — [811, 189, 970, 206]
crossword-cell[interactable] — [675, 973, 689, 987]
crossword-cell[interactable] — [744, 946, 758, 960]
politics-dialog-2: Σέ λίγο πάλι τό ἴδιο: — [644, 207, 695, 215]
masthead-rule-right — [1288, 66, 1347, 96]
lecture-item: ΤΟΥ κ. ΚΡΥΣΤΑΛΛΗ — [1453, 401, 1522, 410]
cinemas-b-list: ΑΘΗΝΑ Τηλ. 80-165: «Σάν Ψύχος» ΑΙΓΛΗ Τηλ. 21-215: «Ἡ ἀγάπη» ΑΚΡΑ Τηλ. 35-100: «Διαβολικοί» ΑΝΕΤΟΝ Τηλ. 86-083: «Οἱ ἀπόκληροι» ΑΠΟΛΛΩΝ Τηλ. 26-101: «Οἱ λύκοι» ΑΣΤΕΡΙΑ Τηλ. 41-550: «Καρδιακή» ΑΤΤΙΚΟΝ Τηλ. 28-277: «Ἀλάνια» ΒΕΝΕΤΙΑ Τηλ. 41-440: «Κυρίες» ΔΗΜΗΤΡΑ Τηλ. 56-114: «Ἐπαῖται» ΔΙΑΝΑ Τηλ. 25-119: «Κορίτσια» ΕΛΒΕΤΙΚΟΝ Τηλ. 27-401: «Ξένοι» ΗΛΕΚΤΡΑ Τηλ. 73-288: «Πρόσωπα» ΚΟΣΜΙΚΟΝ Τηλ. 26-888: «Ἡ ἐκδίκησις» ΚΡΙΝΟΣ Τηλ. 41-226: «Ἡ πόλις» ΜΑΚΕΔΟΝΙΚΟΝ Τηλ. 31-322: «Ἀρχές» ΟΡΦΕΥΣ Τηλ. 70-102: «Ἡ πίστη» ΠΑΝΘΕΟΝ Τηλ. 77-216: «Ἐρωτική» ΠΑΡΘΕΝΩΝ Τηλ. 72-805: «Ἀσπίδα» ΡΙΒΟΛΙ Τηλ. 22-503: «Ἄνεμοι» ΦΑΡΟΣ Τηλ. 20-555: «Ἐπιστροφή» ΦΟΙΝΙΞ Τηλ. 41-370: «Παιχνίδι» — [982, 425, 1073, 572]
feuilleton-title: Ἐπιστροφή τοῦ ἀσώτου — [200, 1607, 544, 1637]
politics-signature: ΜΑΚΕΔΩΝ — [943, 626, 970, 633]
royal-family-photo — [644, 244, 970, 543]
